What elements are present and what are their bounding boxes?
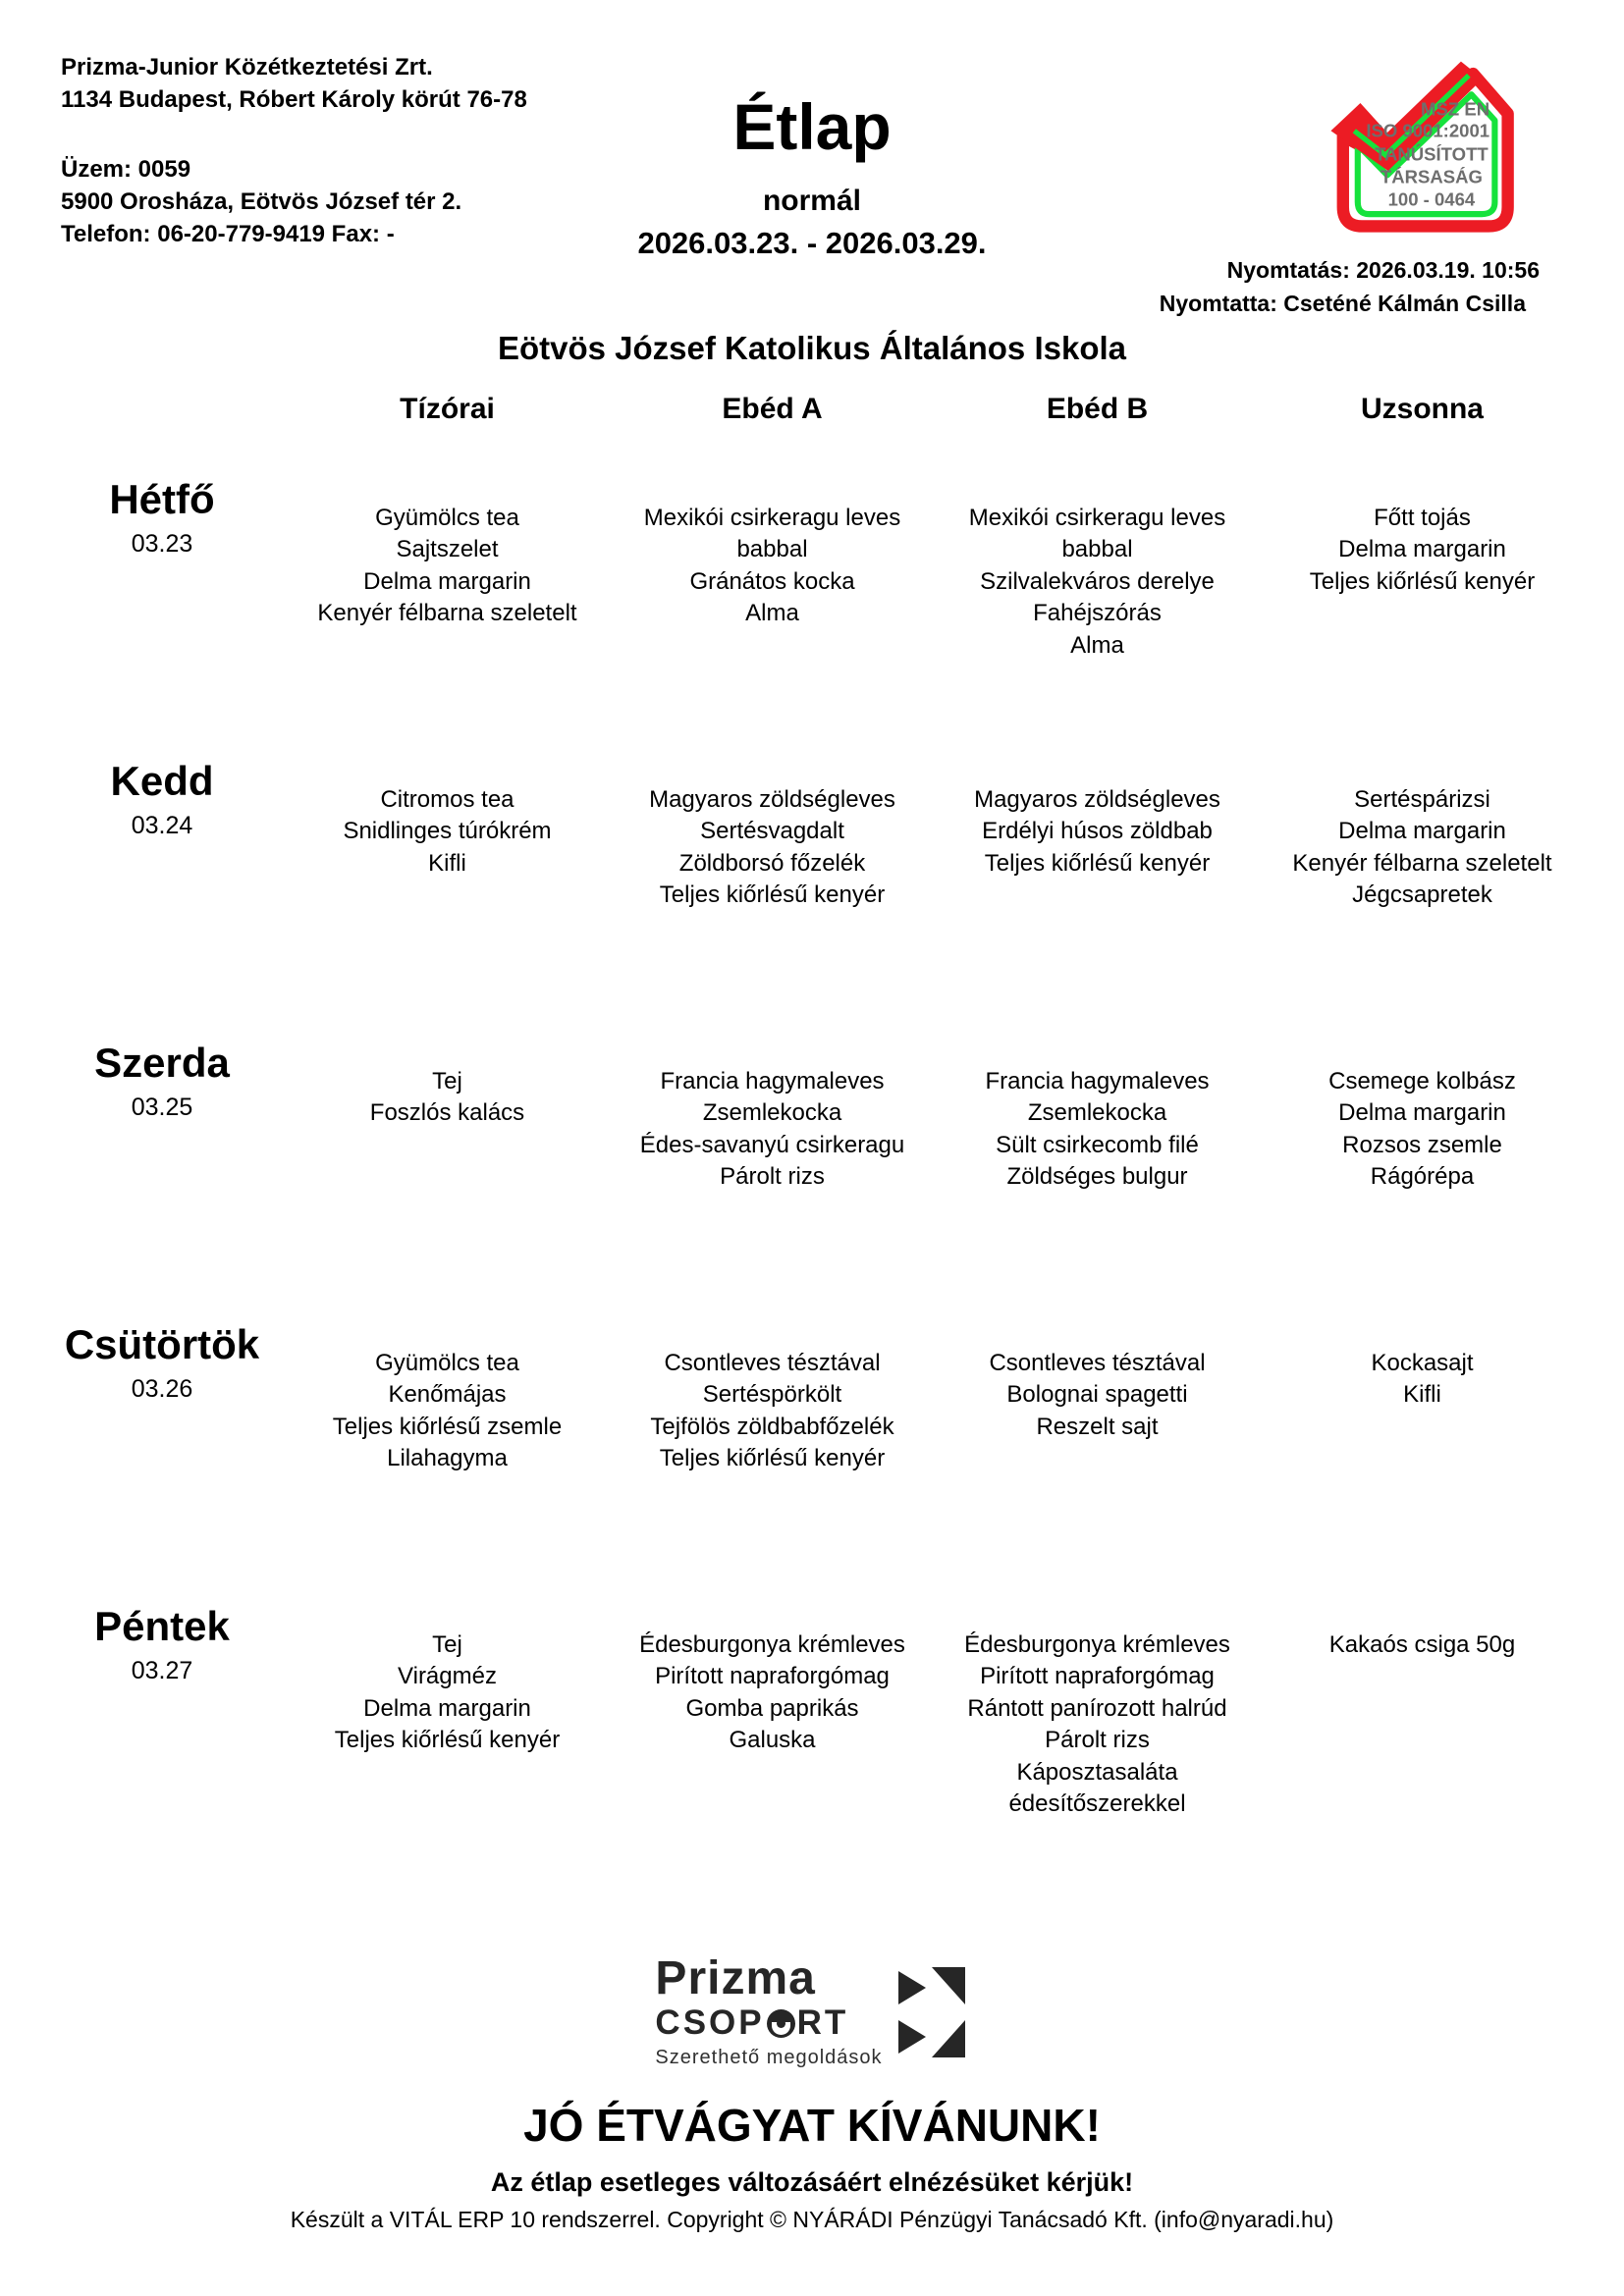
menu-cell-ebed-b xyxy=(935,1017,1260,1299)
site-number: Üzem: 0059 xyxy=(61,156,191,183)
day-date: 03.27 xyxy=(131,1657,193,1685)
menu-type: normál xyxy=(762,185,862,217)
menu-cell-uzsonna xyxy=(1260,1580,1585,1862)
day-date: 03.23 xyxy=(131,530,193,559)
iso-certification-badge xyxy=(1312,47,1520,241)
day-name: Péntek xyxy=(94,1603,230,1649)
menu-item-line: Delma margarin xyxy=(1338,1099,1506,1127)
menu-item-line: Pirított napraforgómag xyxy=(655,1663,890,1690)
company-address: 1134 Budapest, Róbert Károly körút 76-78 xyxy=(61,86,527,113)
day-label-cell xyxy=(39,454,285,735)
menu-item-line: Kenyér félbarna szeletelt xyxy=(1292,849,1552,877)
menu-item-line: Kenyér félbarna szeletelt xyxy=(317,600,577,627)
day-date: 03.24 xyxy=(131,812,193,840)
table-row-tuesday xyxy=(39,735,1585,1017)
menu-item-line: Mexikói csirkeragu leves babbal xyxy=(643,505,901,563)
menu-item-line: Rágórépa xyxy=(1370,1163,1475,1191)
menu-item-line: Teljes kiőrlésű kenyér xyxy=(984,849,1211,877)
menu-item-line: Tej xyxy=(432,1631,462,1658)
table-row-monday xyxy=(39,454,1585,735)
menu-cell-ebed-b xyxy=(935,735,1260,1017)
menu-cell-ebed-b xyxy=(935,1580,1260,1862)
menu-item-line: Sertéspárizsi xyxy=(1354,786,1490,813)
menu-item-line: Reszelt sajt xyxy=(1036,1413,1159,1440)
menu-item-line: Csontleves tésztával xyxy=(989,1350,1206,1376)
logo-name: Prizma xyxy=(655,1952,816,2004)
menu-item-line: Teljes kiőrlésű kenyér xyxy=(659,881,886,909)
column-header-uzsonna: Uzsonna xyxy=(1360,393,1484,425)
menu-item-line: Csontleves tésztával xyxy=(664,1350,881,1376)
menu-item-line: Káposztasaláta xyxy=(1016,1758,1178,1786)
menu-cell-uzsonna xyxy=(1260,1299,1585,1580)
menu-item-line: Pirított napraforgómag xyxy=(980,1663,1215,1690)
menu-item-line: Kifli xyxy=(1403,1381,1441,1409)
menu-item-line: Francia hagymaleves xyxy=(985,1068,1210,1095)
menu-item-line: Kifli xyxy=(428,849,466,877)
menu-item-line: Alma xyxy=(1070,631,1124,659)
menu-item-line: édesítőszerekkel xyxy=(1008,1789,1186,1817)
menu-item-line: Galuska xyxy=(729,1727,816,1754)
menu-item-line: Delma margarin xyxy=(363,567,531,595)
menu-item-line: Teljes kiőrlésű kenyér xyxy=(1309,567,1536,595)
menu-cell-ebed-a xyxy=(610,454,935,735)
column-header-ebed-b: Ebéd B xyxy=(1046,393,1149,425)
menu-table xyxy=(39,393,1585,1862)
menu-item-line: Delma margarin xyxy=(363,1694,531,1722)
prism-logo-icon xyxy=(898,1967,969,2057)
menu-item-line: Magyaros zöldségleves xyxy=(974,786,1220,813)
change-disclaimer-text: Az étlap esetleges változásáért elnézésüket kérjük! xyxy=(490,2167,1134,2197)
menu-item-line: Rántott panírozott halrúd xyxy=(967,1694,1227,1722)
menu-item-line: Édesburgonya krémleves xyxy=(639,1631,905,1658)
bon-appetit-text: JÓ ÉTVÁGYAT KÍVÁNUNK! xyxy=(523,2100,1101,2151)
cert-line-2: ISO 9001:2001 xyxy=(1366,120,1490,141)
menu-item-line: Kenőmájas xyxy=(388,1381,507,1409)
menu-cell-ebed-b xyxy=(935,1299,1260,1580)
menu-item-line: Erdélyi húsos zöldbab xyxy=(982,818,1213,845)
day-name: Szerda xyxy=(94,1040,230,1086)
cert-line-5: 100 - 0464 xyxy=(1387,188,1476,210)
cert-line-3: TANÚSÍTOTT xyxy=(1375,143,1489,165)
day-name: Hétfő xyxy=(109,476,215,522)
print-info-block xyxy=(1160,253,1540,320)
menu-item-line: Sertésvagdalt xyxy=(700,818,844,845)
menu-cell-tizorai xyxy=(285,454,610,735)
logo-tagline: Szerethető megoldások xyxy=(655,2046,883,2068)
menu-cell-tizorai xyxy=(285,1017,610,1299)
menu-item-line: Teljes kiőrlésű kenyér xyxy=(334,1727,561,1754)
prizma-logo-text xyxy=(655,1952,883,2069)
printed-by: Nyomtatta: Cseténé Kálmán Csilla xyxy=(1159,291,1526,316)
school-title: Eötvös József Katolikus Általános Iskola xyxy=(497,330,1127,366)
menu-item-line: Jégcsapretek xyxy=(1352,881,1492,909)
menu-item-line: Magyaros zöldségleves xyxy=(649,786,895,813)
menu-item-line: Teljes kiőrlésű kenyér xyxy=(659,1445,886,1472)
menu-item-line: Virágméz xyxy=(398,1663,497,1690)
menu-item-line: Rozsos zsemle xyxy=(1342,1131,1502,1158)
menu-cell-tizorai xyxy=(285,1299,610,1580)
menu-item-line: Párolt rizs xyxy=(720,1163,825,1191)
menu-item-line: Mexikói csirkeragu leves babbal xyxy=(968,505,1226,563)
day-label-cell xyxy=(39,735,285,1017)
day-name: Csütörtök xyxy=(64,1321,260,1367)
menu-item-line: Sertéspörkölt xyxy=(702,1381,842,1409)
eye-icon xyxy=(767,2009,795,2038)
menu-item-line: Snidlinges túrókrém xyxy=(343,818,552,845)
menu-item-line: Lilahagyma xyxy=(387,1445,508,1472)
logo-group-suffix: RT xyxy=(796,2003,849,2042)
menu-item-line: Tej xyxy=(432,1068,462,1095)
cert-line-4: TÁRSASÁG xyxy=(1380,166,1483,187)
menu-cell-ebed-a xyxy=(610,1299,935,1580)
menu-item-line: Zsemlekocka xyxy=(1027,1099,1167,1127)
menu-item-line: Citromos tea xyxy=(380,786,514,813)
day-name: Kedd xyxy=(110,758,214,804)
table-row-thursday xyxy=(39,1299,1585,1580)
cert-line-1: MSZ EN xyxy=(1421,98,1490,120)
menu-cell-uzsonna xyxy=(1260,454,1585,735)
menu-item-line: Delma margarin xyxy=(1338,818,1506,845)
menu-item-line: Édes-savanyú csirkeragu xyxy=(639,1131,905,1158)
menu-item-line: Teljes kiőrlésű zsemle xyxy=(332,1413,563,1440)
table-row-wednesday xyxy=(39,1017,1585,1299)
day-date: 03.25 xyxy=(131,1094,193,1122)
menu-item-line: Gomba paprikás xyxy=(685,1694,859,1722)
menu-item-line: Párolt rizs xyxy=(1045,1727,1150,1754)
menu-cell-tizorai xyxy=(285,1580,610,1862)
logo-group-line xyxy=(655,2004,882,2043)
menu-item-line: Csemege kolbász xyxy=(1328,1068,1516,1095)
prizma-csoport-logo xyxy=(0,1952,1624,2069)
menu-item-line: Tejfölös zöldbabfőzelék xyxy=(650,1413,894,1440)
menu-cell-uzsonna xyxy=(1260,1017,1585,1299)
menu-item-line: Gyümölcs tea xyxy=(375,505,519,531)
menu-cell-ebed-a xyxy=(610,1017,935,1299)
day-date: 03.26 xyxy=(131,1375,193,1404)
table-row-friday xyxy=(39,1580,1585,1862)
day-label-cell xyxy=(39,1017,285,1299)
menu-item-line: Zsemlekocka xyxy=(702,1099,842,1127)
menu-cell-ebed-b xyxy=(935,454,1260,735)
column-header-row xyxy=(39,393,1585,454)
menu-item-line: Kockasajt xyxy=(1371,1350,1474,1376)
copyright-text: Készült a VITÁL ERP 10 rendszerrel. Copyright © NYÁRÁDI Pénzügyi Tanácsadó Kft. (info@nyaradi.hu) xyxy=(290,2207,1334,2232)
company-name: Prizma-Junior Közétkeztetési Zrt. xyxy=(61,54,433,80)
site-address: 5900 Orosháza, Eötvös József tér 2. xyxy=(61,188,462,215)
logo-group-prefix: CSOP xyxy=(655,2003,765,2042)
menu-item-line: Kakaós csiga 50g xyxy=(1328,1631,1516,1658)
day-label-cell xyxy=(39,1299,285,1580)
menu-item-line: Fahéjszórás xyxy=(1033,600,1162,627)
menu-item-line: Sajtszelet xyxy=(396,536,499,563)
menu-item-line: Zöldséges bulgur xyxy=(1006,1163,1188,1191)
menu-item-line: Francia hagymaleves xyxy=(660,1068,885,1095)
menu-item-line: Gyümölcs tea xyxy=(375,1350,519,1376)
day-label-cell xyxy=(39,1580,285,1862)
printed-at: Nyomtatás: 2026.03.19. 10:56 xyxy=(1226,257,1540,283)
menu-item-line: Főtt tojás xyxy=(1374,505,1471,531)
menu-cell-tizorai xyxy=(285,735,610,1017)
menu-item-line: Édesburgonya krémleves xyxy=(964,1631,1230,1658)
column-header-ebed-a: Ebéd A xyxy=(722,393,823,425)
menu-item-line: Delma margarin xyxy=(1338,536,1506,563)
menu-item-line: Sült csirkecomb filé xyxy=(996,1131,1199,1158)
menu-cell-ebed-a xyxy=(610,1580,935,1862)
menu-item-line: Gránátos kocka xyxy=(689,567,855,595)
day-column-spacer xyxy=(39,393,285,454)
menu-cell-uzsonna xyxy=(1260,735,1585,1017)
menu-item-line: Foszlós kalács xyxy=(369,1099,525,1127)
menu-item-line: Bolognai spagetti xyxy=(1006,1381,1188,1409)
menu-cell-ebed-a xyxy=(610,735,935,1017)
menu-item-line: Alma xyxy=(745,600,799,627)
site-phone: Telefon: 06-20-779-9419 Fax: - xyxy=(61,221,395,247)
column-header-tizorai: Tízórai xyxy=(400,393,495,425)
menu-date-range: 2026.03.23. - 2026.03.29. xyxy=(637,226,987,260)
menu-item-line: Szilvalekváros derelye xyxy=(980,567,1215,595)
menu-item-line: Zöldborsó főzelék xyxy=(678,849,866,877)
document-title: Étlap xyxy=(732,90,892,163)
